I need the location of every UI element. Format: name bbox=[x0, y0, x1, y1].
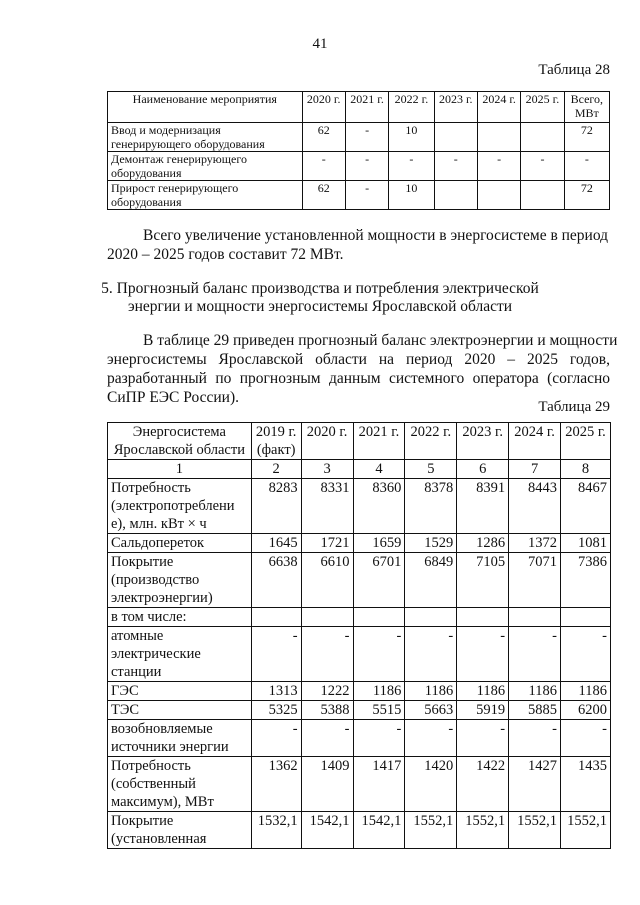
cell: - bbox=[301, 720, 353, 757]
column-number: 5 bbox=[405, 460, 457, 479]
table-29-header-cell: Энергосистема Ярославской области bbox=[108, 423, 252, 460]
cell: 1552,1 bbox=[405, 812, 457, 849]
cell bbox=[509, 608, 561, 627]
cell: 8331 bbox=[301, 479, 353, 534]
cell: 6200 bbox=[561, 701, 611, 720]
table-28-caption: Таблица 28 bbox=[538, 62, 610, 78]
table-28-header-cell: 2024 г. bbox=[477, 92, 520, 123]
cell bbox=[434, 123, 477, 152]
cell: 1313 bbox=[251, 682, 301, 701]
table-29-header-cell: 2024 г. bbox=[509, 423, 561, 460]
row-name: Сальдопереток bbox=[108, 534, 252, 553]
summary-line-1: Всего увеличение установленной мощности в энергосистеме в период bbox=[143, 227, 609, 244]
cell bbox=[477, 181, 520, 210]
cell: 1422 bbox=[457, 757, 509, 812]
table-28 bbox=[107, 91, 610, 210]
cell: - bbox=[521, 152, 564, 181]
table-28-header-cell: 2023 г. bbox=[434, 92, 477, 123]
cell: 5515 bbox=[353, 701, 405, 720]
cell: 1529 bbox=[405, 534, 457, 553]
cell: - bbox=[405, 720, 457, 757]
cell: 10 bbox=[389, 123, 434, 152]
cell: - bbox=[509, 720, 561, 757]
cell: 1645 bbox=[251, 534, 301, 553]
cell bbox=[457, 608, 509, 627]
cell: 1286 bbox=[457, 534, 509, 553]
column-number: 2 bbox=[251, 460, 301, 479]
cell: - bbox=[301, 627, 353, 682]
cell: 62 bbox=[302, 181, 345, 210]
cell: - bbox=[345, 123, 388, 152]
cell: 8378 bbox=[405, 479, 457, 534]
cell: 5325 bbox=[251, 701, 301, 720]
cell: 6638 bbox=[251, 553, 301, 608]
cell: 1186 bbox=[509, 682, 561, 701]
cell: 7386 bbox=[561, 553, 611, 608]
cell: 8391 bbox=[457, 479, 509, 534]
row-name: возобновляемые источники энергии bbox=[108, 720, 252, 757]
table-row bbox=[108, 181, 610, 210]
cell bbox=[434, 181, 477, 210]
cell: 6610 bbox=[301, 553, 353, 608]
table-29-header-cell: 2021 г. bbox=[353, 423, 405, 460]
table-29-header-cell: 2019 г. (факт) bbox=[251, 423, 301, 460]
summary-line-2: 2020 – 2025 годов составит 72 МВт. bbox=[107, 246, 344, 263]
row-name: Покрытие (производство электроэнергии) bbox=[108, 553, 252, 608]
cell: - bbox=[251, 720, 301, 757]
cell: - bbox=[434, 152, 477, 181]
cell: - bbox=[564, 152, 609, 181]
cell bbox=[521, 123, 564, 152]
cell bbox=[353, 608, 405, 627]
cell: 1659 bbox=[353, 534, 405, 553]
cell: 1409 bbox=[301, 757, 353, 812]
cell: - bbox=[561, 627, 611, 682]
table-29-header-cell: 2022 г. bbox=[405, 423, 457, 460]
cell: 1186 bbox=[405, 682, 457, 701]
cell bbox=[561, 608, 611, 627]
cell: 7105 bbox=[457, 553, 509, 608]
table-28-header-cell: 2021 г. bbox=[345, 92, 388, 123]
column-number: 8 bbox=[561, 460, 611, 479]
cell: 1081 bbox=[561, 534, 611, 553]
cell: 1186 bbox=[457, 682, 509, 701]
table-row bbox=[108, 812, 611, 849]
cell: 5919 bbox=[457, 701, 509, 720]
cell: 1532,1 bbox=[251, 812, 301, 849]
cell: 1435 bbox=[561, 757, 611, 812]
cell: - bbox=[345, 152, 388, 181]
row-name: атомные электрические станции bbox=[108, 627, 252, 682]
cell: - bbox=[509, 627, 561, 682]
table-row bbox=[108, 534, 611, 553]
cell: - bbox=[302, 152, 345, 181]
intro-line-1: В таблице 29 приведен прогнозный баланс электроэнергии и мощности bbox=[143, 332, 618, 349]
page-number: 41 bbox=[312, 36, 328, 52]
cell: 1222 bbox=[301, 682, 353, 701]
cell: - bbox=[353, 720, 405, 757]
cell bbox=[521, 181, 564, 210]
cell: 6849 bbox=[405, 553, 457, 608]
row-name: ГЭС bbox=[108, 682, 252, 701]
table-row bbox=[108, 152, 610, 181]
column-number: 6 bbox=[457, 460, 509, 479]
table-row bbox=[108, 479, 611, 534]
cell: 8443 bbox=[509, 479, 561, 534]
row-name: Потребность (собственный максимум), МВт bbox=[108, 757, 252, 812]
table-29-number-row bbox=[108, 460, 611, 479]
cell: - bbox=[457, 627, 509, 682]
table-29-header-row bbox=[108, 423, 611, 460]
row-name: Демонтаж генерирующего оборудования bbox=[108, 152, 303, 181]
row-name: Прирост генерирующего оборудования bbox=[108, 181, 303, 210]
cell: 72 bbox=[564, 123, 609, 152]
row-name: Потребность (электропотреблени е), млн. кВт × ч bbox=[108, 479, 252, 534]
cell: - bbox=[457, 720, 509, 757]
table-29-header-cell: 2025 г. bbox=[561, 423, 611, 460]
table-row bbox=[108, 720, 611, 757]
table-row bbox=[108, 701, 611, 720]
intro-line-4: СиПР ЕЭС России). bbox=[107, 389, 239, 406]
column-number: 4 bbox=[353, 460, 405, 479]
table-29-header-cell: 2023 г. bbox=[457, 423, 509, 460]
table-28-header-cell: 2020 г. bbox=[302, 92, 345, 123]
table-row bbox=[108, 627, 611, 682]
cell bbox=[251, 608, 301, 627]
cell: 8360 bbox=[353, 479, 405, 534]
section-heading-line-2: энергии и мощности энергосистемы Ярославской области bbox=[127, 298, 513, 315]
cell: 1542,1 bbox=[353, 812, 405, 849]
table-row bbox=[108, 123, 610, 152]
cell: 5663 bbox=[405, 701, 457, 720]
table-28-header-cell: Наименование мероприятия bbox=[108, 92, 303, 123]
table-28-header-cell: 2022 г. bbox=[389, 92, 434, 123]
column-number: 7 bbox=[509, 460, 561, 479]
table-row bbox=[108, 682, 611, 701]
cell: 1362 bbox=[251, 757, 301, 812]
cell: 5388 bbox=[301, 701, 353, 720]
cell: - bbox=[345, 181, 388, 210]
cell: 1552,1 bbox=[457, 812, 509, 849]
intro-line-3: разработанный по прогнозным данным системного оператора (согласно bbox=[107, 370, 610, 387]
cell: - bbox=[477, 152, 520, 181]
cell: 1552,1 bbox=[509, 812, 561, 849]
cell: 8283 bbox=[251, 479, 301, 534]
cell: - bbox=[251, 627, 301, 682]
cell: 1552,1 bbox=[561, 812, 611, 849]
cell: - bbox=[405, 627, 457, 682]
cell bbox=[301, 608, 353, 627]
table-28-header-cell: 2025 г. bbox=[521, 92, 564, 123]
cell: 62 bbox=[302, 123, 345, 152]
cell: 6701 bbox=[353, 553, 405, 608]
cell bbox=[477, 123, 520, 152]
cell: 1420 bbox=[405, 757, 457, 812]
table-29-header-cell: 2020 г. bbox=[301, 423, 353, 460]
row-name: Покрытие (установленная bbox=[108, 812, 252, 849]
table-row bbox=[108, 608, 611, 627]
cell: 1542,1 bbox=[301, 812, 353, 849]
row-name: Ввод и модернизация генерирующего оборудования bbox=[108, 123, 303, 152]
cell: 5885 bbox=[509, 701, 561, 720]
cell: 1721 bbox=[301, 534, 353, 553]
cell: 1417 bbox=[353, 757, 405, 812]
row-name: ТЭС bbox=[108, 701, 252, 720]
row-name: в том числе: bbox=[108, 608, 252, 627]
cell: 1427 bbox=[509, 757, 561, 812]
cell: 10 bbox=[389, 181, 434, 210]
table-row bbox=[108, 553, 611, 608]
cell: 1186 bbox=[561, 682, 611, 701]
cell: 72 bbox=[564, 181, 609, 210]
cell bbox=[405, 608, 457, 627]
table-29 bbox=[107, 422, 611, 849]
cell: 7071 bbox=[509, 553, 561, 608]
column-number: 1 bbox=[108, 460, 252, 479]
cell: 8467 bbox=[561, 479, 611, 534]
cell: 1186 bbox=[353, 682, 405, 701]
table-29-caption: Таблица 29 bbox=[538, 399, 610, 415]
cell: - bbox=[389, 152, 434, 181]
column-number: 3 bbox=[301, 460, 353, 479]
section-heading-line-1: 5. Прогнозный баланс производства и потребления электрической bbox=[101, 280, 539, 297]
cell: 1372 bbox=[509, 534, 561, 553]
cell: - bbox=[353, 627, 405, 682]
cell: - bbox=[561, 720, 611, 757]
table-row bbox=[108, 757, 611, 812]
intro-line-2: энергосистемы Ярославской области на период 2020 – 2025 годов, bbox=[107, 351, 610, 368]
table-28-header-row bbox=[108, 92, 610, 123]
table-28-header-cell: Всего, МВт bbox=[564, 92, 609, 123]
